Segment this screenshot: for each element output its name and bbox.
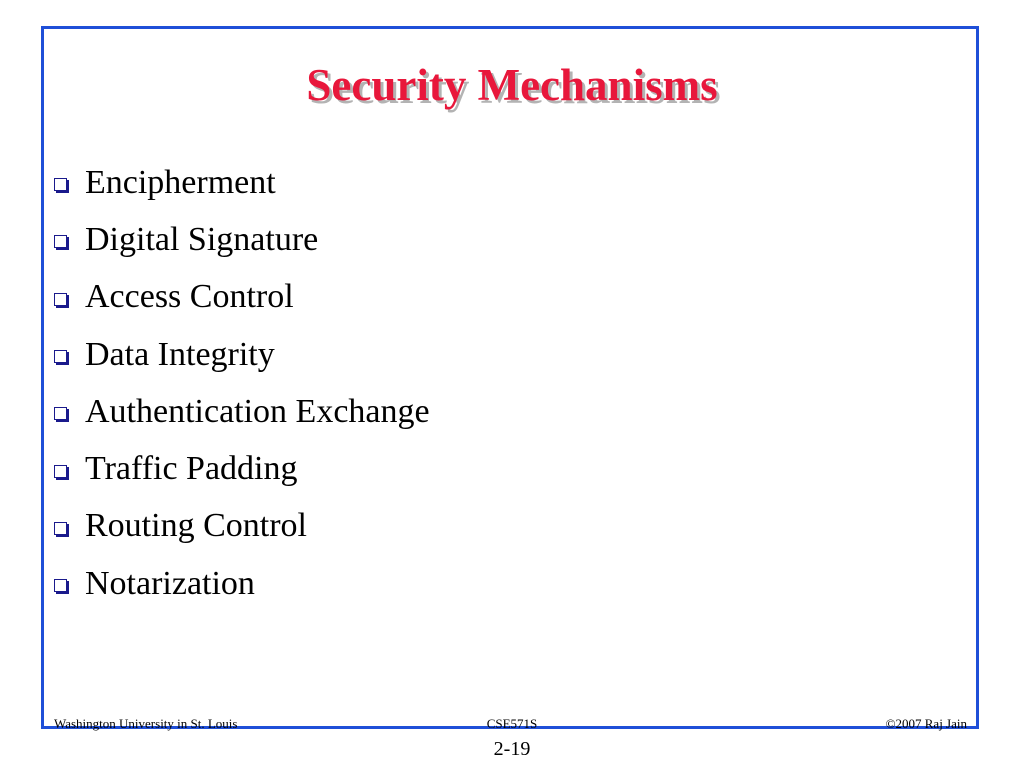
footer-copyright: ©2007 Raj Jain bbox=[885, 716, 967, 731]
hollow-square-bullet-icon bbox=[54, 178, 67, 191]
page-number: 2-19 bbox=[493, 738, 531, 760]
bullet-list bbox=[54, 154, 430, 612]
list-item bbox=[54, 211, 430, 268]
hollow-square-bullet-icon bbox=[54, 293, 67, 306]
hollow-square-bullet-icon bbox=[54, 350, 67, 363]
footer-institution: Washington University in St. Louis bbox=[54, 716, 238, 731]
hollow-square-bullet-icon bbox=[54, 522, 67, 535]
bullet-text: Encipherment bbox=[85, 163, 276, 201]
hollow-square-bullet-icon bbox=[54, 407, 67, 420]
bullet-text: Digital Signature bbox=[85, 220, 319, 258]
footer-course: CSE571S bbox=[486, 716, 538, 731]
list-item bbox=[54, 440, 430, 497]
list-item bbox=[54, 498, 430, 555]
hollow-square-bullet-icon bbox=[54, 235, 67, 248]
bullet-text: Access Control bbox=[85, 278, 294, 316]
bullet-text: Routing Control bbox=[85, 507, 307, 545]
hollow-square-bullet-icon bbox=[54, 579, 67, 592]
list-item bbox=[54, 154, 430, 211]
list-item bbox=[54, 383, 430, 440]
bullet-text: Notarization bbox=[85, 564, 255, 602]
list-item bbox=[54, 269, 430, 326]
slide-title: Security Mechanisms bbox=[306, 60, 718, 110]
list-item bbox=[54, 326, 430, 383]
bullet-text: Authentication Exchange bbox=[85, 392, 430, 430]
list-item bbox=[54, 555, 430, 612]
hollow-square-bullet-icon bbox=[54, 465, 67, 478]
bullet-text: Traffic Padding bbox=[85, 450, 298, 488]
bullet-text: Data Integrity bbox=[85, 335, 275, 373]
